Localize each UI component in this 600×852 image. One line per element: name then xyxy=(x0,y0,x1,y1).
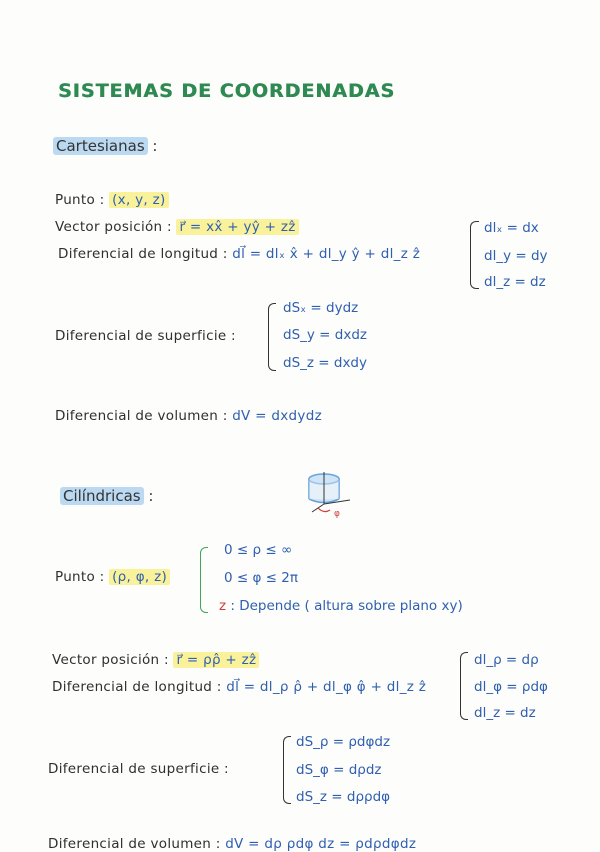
cil-sup-comp-rho: dS_ρ = ρdφdz xyxy=(296,734,391,750)
cil-z-note: : Depende ( altura sobre plano xy) xyxy=(230,598,463,614)
cil-range-phi: 0 ≤ φ ≤ 2π xyxy=(224,570,298,586)
cart-vol-label: Diferencial de volumen : xyxy=(55,408,228,424)
section-heading-cartesianas xyxy=(53,137,157,155)
cart-vector-value: r⃗ = xx̂ + yŷ + zẑ xyxy=(176,219,298,235)
cil-z-letter: z xyxy=(219,598,227,614)
cil-long-comp-phi: dl_φ = ρdφ xyxy=(474,679,548,695)
cil-sup-brace xyxy=(283,736,291,804)
heading-colon: : xyxy=(152,137,158,155)
cil-long-comp-rho: dl_ρ = dρ xyxy=(474,652,539,668)
cart-sup-comp-z: dS_z = dxdy xyxy=(283,355,367,371)
cart-long-label: Diferencial de longitud : xyxy=(58,246,228,262)
cart-vector-row xyxy=(55,219,299,235)
cart-sup-label: Diferencial de superficie : xyxy=(55,328,236,344)
cil-sup-comp-phi: dS_φ = dρdz xyxy=(296,762,382,778)
cart-sup-brace xyxy=(268,303,276,371)
cil-sup-label: Diferencial de superficie : xyxy=(48,761,229,777)
cil-long-comp-z: dl_z = dz xyxy=(474,705,536,721)
cil-vector-row xyxy=(52,652,259,668)
cart-punto-value: (x, y, z) xyxy=(109,192,168,208)
cart-long-comp-z: dl_z = dz xyxy=(484,274,546,290)
cylinder-sketch-icon xyxy=(300,470,360,520)
cart-long-row xyxy=(58,246,420,262)
cil-punto-value: (ρ, φ, z) xyxy=(109,569,170,585)
cart-long-value: dl⃗ = dlₓ x̂ + dl_y ŷ + dl_z ẑ xyxy=(232,246,421,262)
cart-punto-label: Punto : xyxy=(55,192,105,208)
cart-punto-row xyxy=(55,192,169,208)
heading-text: Cartesianas xyxy=(53,137,148,155)
heading-text: Cilíndricas xyxy=(60,487,144,505)
cart-sup-comp-x: dSₓ = dydz xyxy=(283,300,359,316)
cil-vector-label: Vector posición : xyxy=(52,652,169,668)
cart-vol-value: dV = dxdydz xyxy=(232,408,322,424)
cart-long-brace xyxy=(470,221,479,289)
cil-long-value: dl⃗ = dl_ρ ρ̂ + dl_φ φ̂ + dl_z ẑ xyxy=(226,679,427,695)
cil-z-row xyxy=(219,598,463,614)
page-title: SISTEMAS DE COORDENADAS xyxy=(58,80,396,102)
cil-sup-comp-z: dS_z = dρρdφ xyxy=(296,789,391,805)
cart-long-comp-y: dl_y = dy xyxy=(484,248,548,264)
cil-vol-label: Diferencial de volumen : xyxy=(48,836,221,852)
cil-punto-row xyxy=(55,569,170,585)
cil-punto-brace xyxy=(200,547,208,613)
cil-vol-row xyxy=(48,836,416,852)
section-heading-cilindricas xyxy=(60,487,153,505)
cart-vol-row xyxy=(55,408,322,424)
cil-long-row xyxy=(52,679,426,695)
cil-long-label: Diferencial de longitud : xyxy=(52,679,222,695)
heading-colon: : xyxy=(148,487,154,505)
cart-sup-comp-y: dS_y = dxdz xyxy=(283,327,367,343)
cil-range-rho: 0 ≤ ρ ≤ ∞ xyxy=(224,542,293,558)
svg-text:φ: φ xyxy=(334,509,340,519)
cil-vol-value: dV = dρ ρdφ dz = ρdρdφdz xyxy=(225,836,417,852)
cart-vector-label: Vector posición : xyxy=(55,219,172,235)
cil-punto-label: Punto : xyxy=(55,569,105,585)
cil-vector-value: r⃗ = ρρ̂ + zẑ xyxy=(173,652,259,668)
cart-long-comp-x: dlₓ = dx xyxy=(484,220,539,236)
cil-long-brace xyxy=(460,652,468,720)
